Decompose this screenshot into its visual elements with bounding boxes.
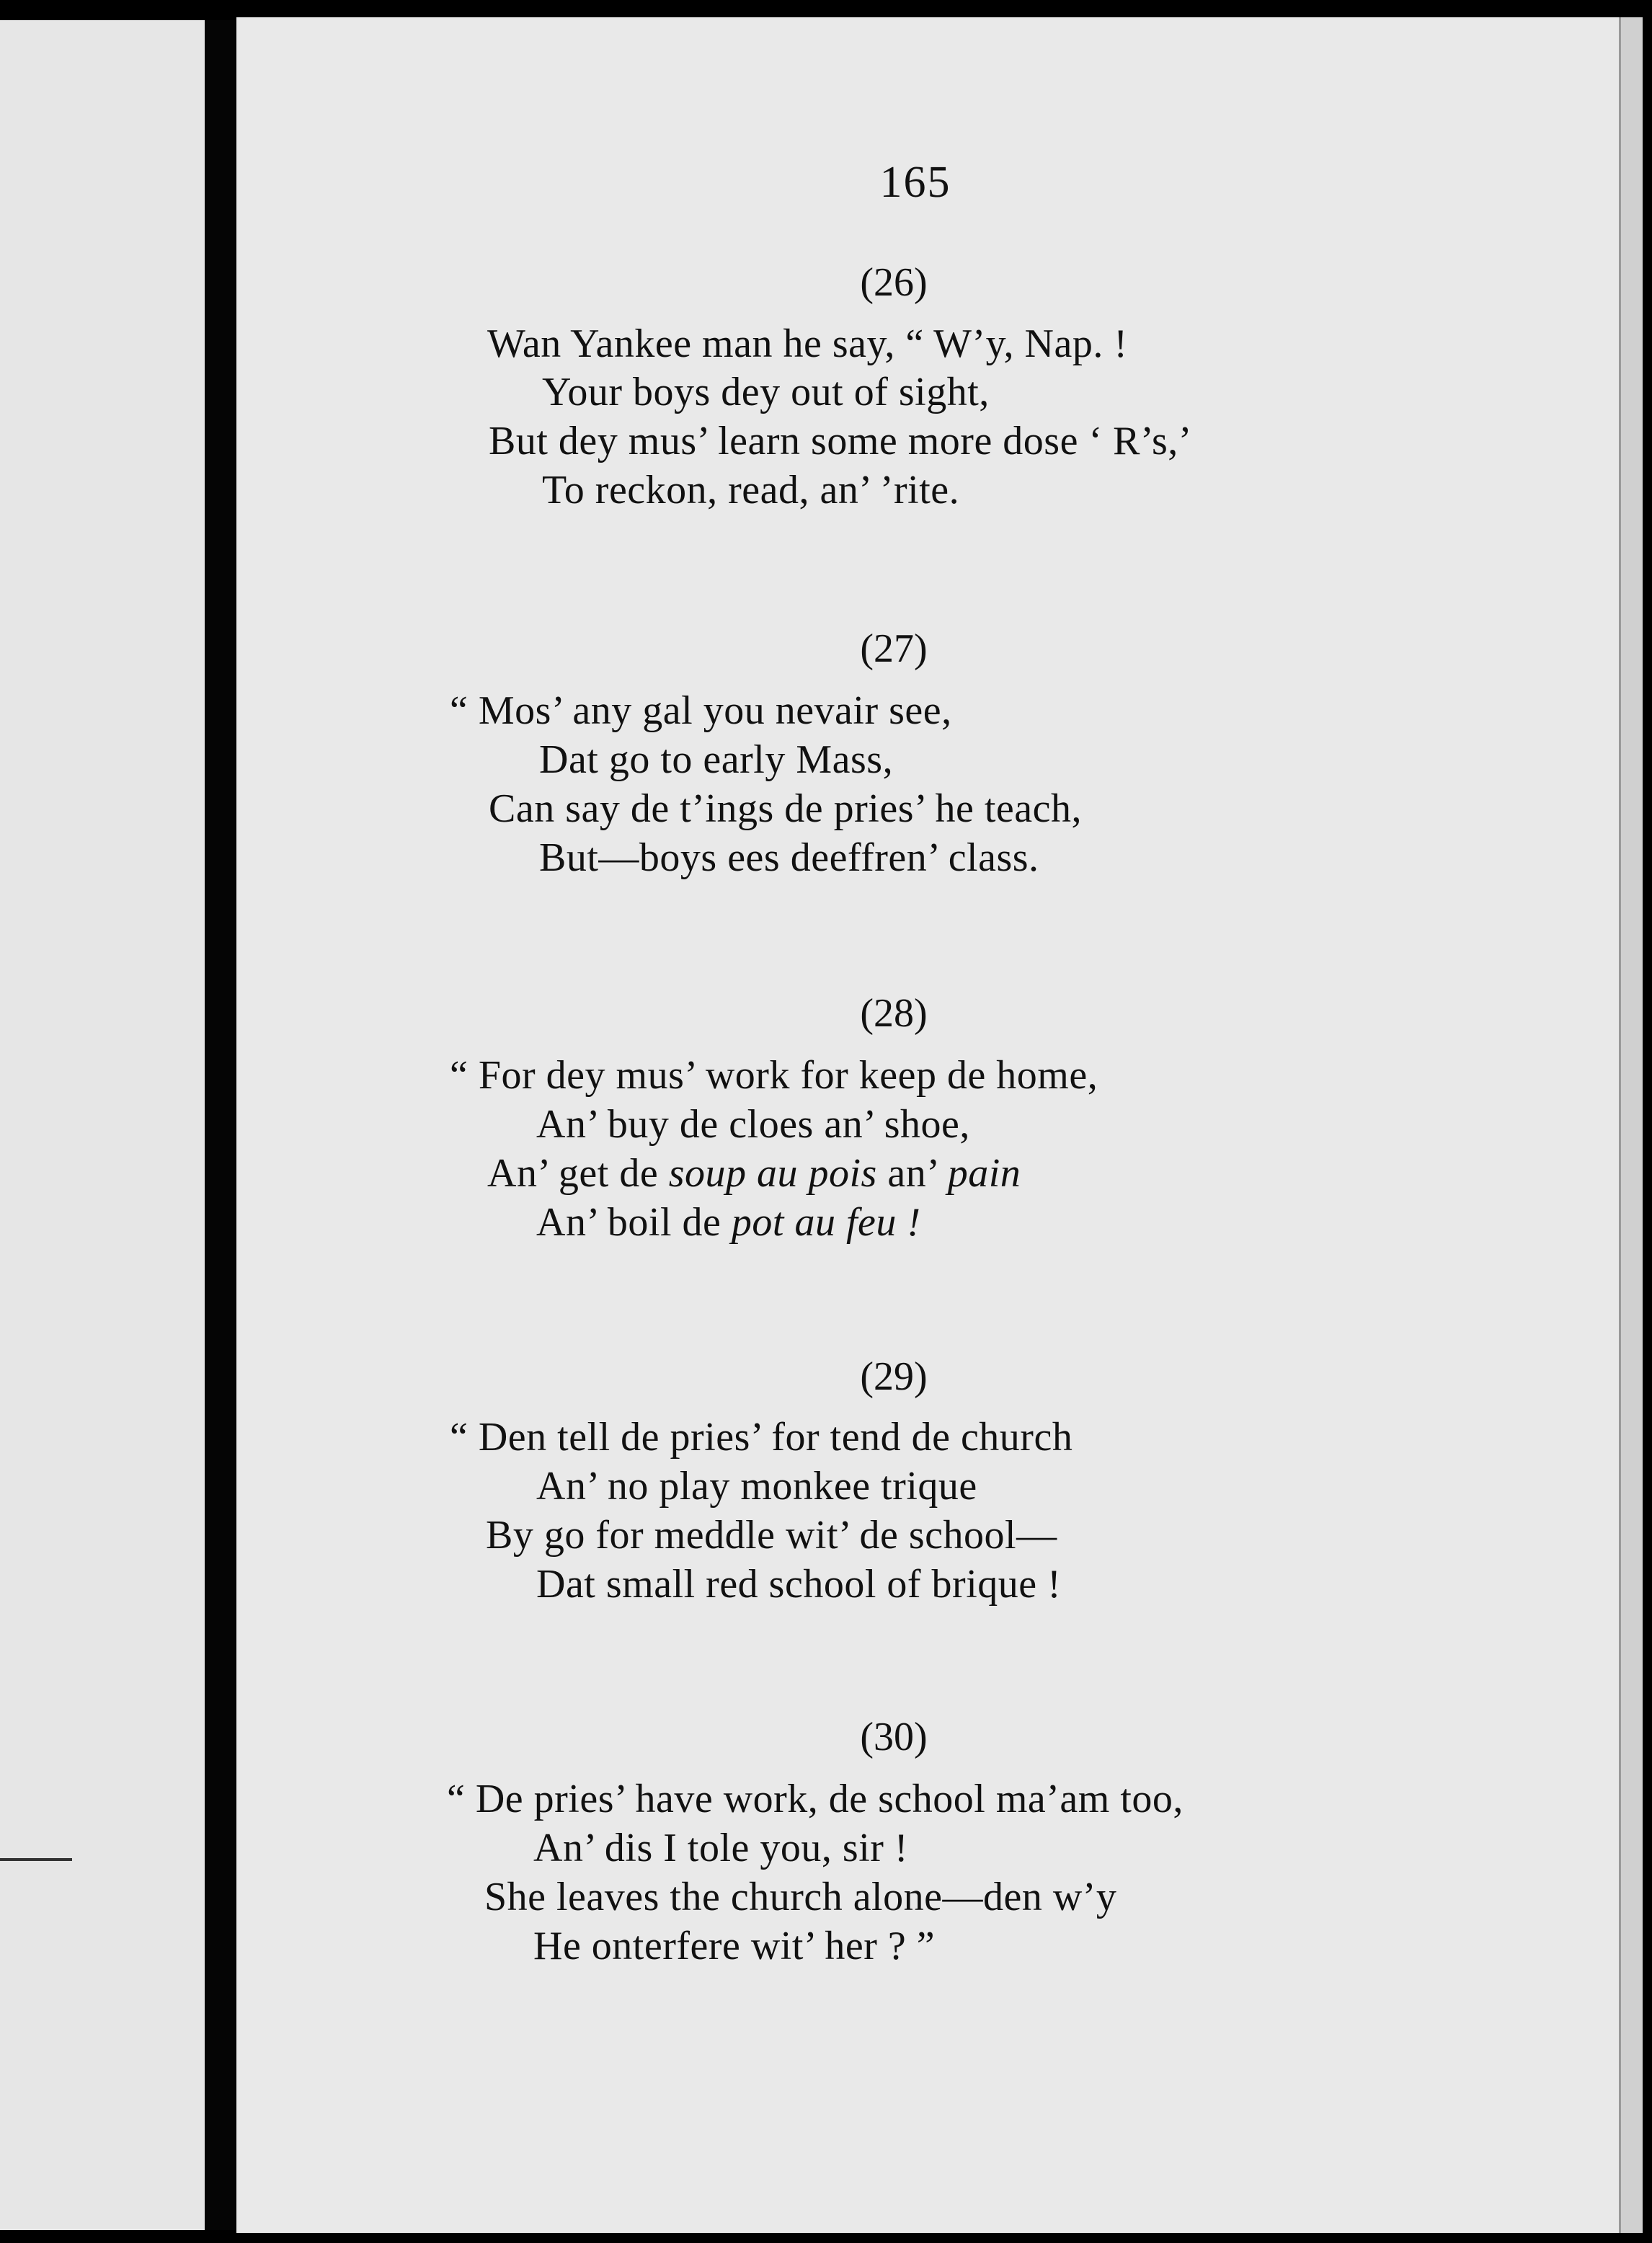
verse-line: “ De pries’ have work, de school ma’am too, bbox=[447, 1777, 1184, 1821]
page-fore-edge bbox=[1619, 17, 1643, 2233]
verse-line: By go for meddle wit’ de school— bbox=[486, 1513, 1057, 1558]
book-gutter bbox=[205, 20, 236, 2230]
previous-page-edge bbox=[0, 20, 205, 2230]
french-phrase: soup au pois bbox=[668, 1151, 877, 1196]
verse-line: An’ buy de cloes an’ shoe, bbox=[536, 1102, 970, 1147]
verse-line: An’ dis I tole you, sir ! bbox=[533, 1826, 909, 1870]
verse-line: Dat go to early Mass, bbox=[539, 737, 894, 782]
verse-line: Can say de t’ings de pries’ he teach, bbox=[489, 786, 1082, 831]
stanza-number: (28) bbox=[860, 991, 928, 1036]
previous-page-rule bbox=[0, 1858, 72, 1861]
french-phrase: pot au feu ! bbox=[731, 1200, 921, 1245]
verse-line: “ For dey mus’ work for keep de home, bbox=[450, 1053, 1098, 1098]
verse-line: He onterfere wit’ her ? ” bbox=[533, 1924, 936, 1968]
verse-line: “ Den tell de pries’ for tend de church bbox=[450, 1415, 1073, 1460]
verse-line: “ Mos’ any gal you nevair see, bbox=[450, 688, 952, 733]
verse-line: Your boys dey out of sight, bbox=[542, 370, 990, 414]
verse-line: But—boys ees deeffren’ class. bbox=[539, 835, 1039, 880]
verse-text: an’ bbox=[887, 1151, 938, 1196]
verse-line: Dat small red school of brique ! bbox=[536, 1562, 1062, 1607]
page-number: 165 bbox=[879, 158, 951, 207]
verse-line bbox=[487, 1150, 1021, 1196]
verse-line: To reckon, read, an’ ’rite. bbox=[542, 468, 960, 512]
verse-line: Wan Yankee man he say, “ W’y, Nap. ! bbox=[487, 321, 1128, 366]
verse-text: An’ get de bbox=[487, 1151, 659, 1196]
verse-line: She leaves the church alone—den w’y bbox=[484, 1875, 1117, 1919]
verse-text: An’ boil de bbox=[536, 1200, 721, 1245]
stanza-number: (26) bbox=[860, 260, 928, 305]
verse-line: An’ no play monkee trique bbox=[536, 1464, 977, 1509]
stanza-number: (29) bbox=[860, 1354, 928, 1399]
verse-line bbox=[536, 1199, 921, 1245]
verse-line: But dey mus’ learn some more dose ‘ R’s,’ bbox=[489, 419, 1192, 463]
french-word: pain bbox=[947, 1151, 1021, 1196]
stanza-number: (27) bbox=[860, 626, 928, 671]
stanza-number: (30) bbox=[860, 1715, 928, 1759]
